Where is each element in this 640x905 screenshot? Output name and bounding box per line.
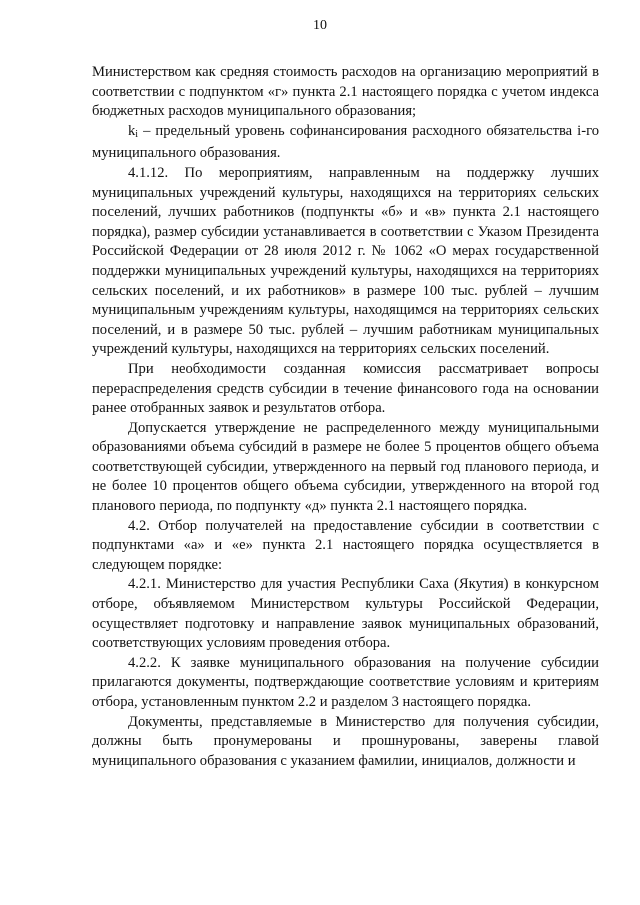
paragraph-4-2-1: 4.2.1. Министерство для участия Республики Саха (Якутия) в конкурсном отборе, объявляемом Министерством культуры Российской Федерации, осуществляет подготовку и направление заявок муниципальных образований, соответствующих условиям проведения отбора. [92, 576, 599, 652]
paragraph-documents: Документы, представляемые в Министерство для получения субсидии, должны быть пронумерованы и прошнурованы, заверены главой муниципального образования с указанием фамилии, инициалов, должности и [92, 713, 599, 769]
paragraph-4-2: 4.2. Отбор получателей на предоставление субсидии в соответствии с подпунктами «а» и «е» пункта 2.1 настоящего порядка осуществляется в следующем порядке: [92, 517, 599, 573]
paragraph-4-2-2: 4.2.2. К заявке муниципального образования на получение субсидии прилагаются документы, подтверждающие соответствие условиям и критериям отбора, установленным пунктом 2.2 и разделом 3 настоящего порядка. [92, 654, 599, 710]
coefficient-description: – предельный уровень софинансирования расходного обязательства i-го муниципального образования. [92, 122, 599, 162]
paragraph-4-1-12: 4.1.12. По мероприятиям, направленным на поддержку лучших муниципальных учреждений культуры, находящихся на территориях сельских поселений, лучших работников (подпункты «б» и «в» пункта 2.1 настоящего порядка), размер субсидии устанавливается в соответствии с Указом Президента Российской Федерации от 28 июля 2012 г. № 1062 «О мерах государственной поддержки муниципальных учреждений культуры, находящихся на территориях сельских поселений, и их работников» в размере 100 тыс. рублей – лучшим муниципальным учреждениям культуры, находящимся на территориях сельских поселений, и в размере 50 тыс. рублей – лучшим работникам муниципальных учреждений культуры, находящихся на территориях сельских поселений. [92, 164, 599, 358]
paragraph-continuation: Министерством как средняя стоимость расходов на организацию мероприятий в соответствии с подпунктом «г» пункта 2.1 настоящего порядка с учетом индекса бюджетных расходов муниципального образования; [92, 64, 599, 120]
document-body [92, 63, 599, 771]
paragraph-coefficient-definition [92, 122, 599, 164]
coefficient-symbol: k [128, 122, 136, 139]
coefficient-subscript: i [135, 128, 139, 140]
paragraph-undistributed-subsidy: Допускается утверждение не распределенного между муниципальными образованиями объема субсидий в размере не более 5 процентов общего объема соответствующей субсидии, утвержденного на первый год планового периода, и не более 10 процентов общего объема субсидии, утвержденного на второй год планового периода, по подпункту «д» пункта 2.1 настоящего порядка. [92, 419, 599, 515]
paragraph-commission: При необходимости созданная комиссия рассматривает вопросы перераспределения средств субсидии в течение финансового года на основании ранее отобранных заявок и результатов отбора. [92, 360, 599, 417]
page-number: 10 [313, 18, 327, 33]
